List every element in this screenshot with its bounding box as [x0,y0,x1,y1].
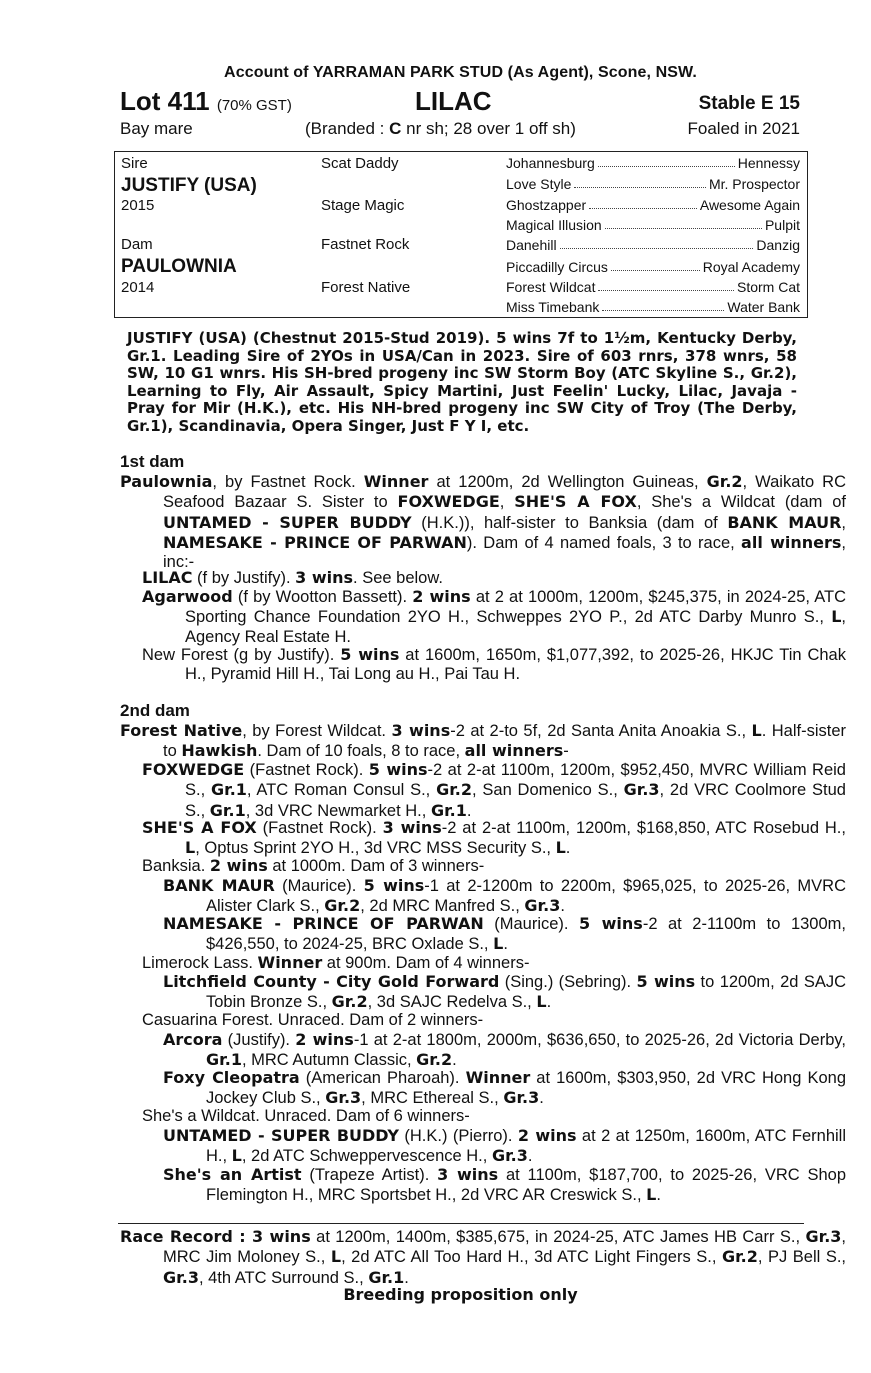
brand-suffix: nr sh; 28 over 1 off sh) [401,119,576,138]
bold-run: BANK MAUR [727,512,842,532]
bold-run: 2 wins [295,1030,354,1049]
grandsire-maternal: Fastnet Rock [321,236,410,253]
brand-info [305,119,576,139]
bold-run: 2 wins [209,856,268,875]
bold-run: Gr.3 [491,1146,528,1166]
bold-run: Gr.2 [416,1050,453,1070]
bold-run: Gr.3 [163,1267,199,1287]
bold-run: 3 wins [437,1165,499,1184]
bold-run: L [536,992,547,1012]
bold-run: L [555,838,566,858]
grand-progeny-entry: UNTAMED - SUPER BUDDY (H.K.) (Pierro). 2 wins at 2 at 1250m, 1600m, ATC Fernhill H., L, 2d ATC Schweppervescence H., Gr.3. [163,1126,846,1166]
ggp-sire: Royal Academy [702,259,800,275]
ggp-horse: Magical Illusion [506,217,602,233]
sire-year: 2015 [121,197,155,214]
bold-run: FOXWEDGE [397,492,500,512]
sire-summary: JUSTIFY (USA) (Chestnut 2015-Stud 2019). 5 wins 7f to 1½m, Kentucky Derby, Gr.1. Leading Sire of 2YOs in USA/Can in 2023. Sire of 603 rnrs, 378 wnrs, 58 SW, 10 G1 wnrs. His SH-bred progeny inc SW Storm Boy (ATC Skyline S., Gr.2), Learning to Fly, Air Assault, Spicy Martini, Just Feelin' Lucky, Lilac, Javaja - Pray for Mir (H.K.), etc. His NH-bred progeny inc SW City of Troy (The Derby, Gr.1), Scandinavia, Opera Singer, Just F Y I, etc. [127,329,797,435]
bold-run: Gr.1 [209,800,246,820]
bold-run: Litchfield County - City Gold Forward [163,972,500,991]
first-dam-intro: Paulownia, by Fastnet Rock. Winner at 1200m, 2d Wellington Guineas, Gr.2, Waikato RC Seafood Bazaar S. Sister to FOXWEDGE, SHE'S A FOX, She's a Wildcat (dam of UNTAMED - SUPER BUDDY (H.K.)), half-sister to Banksia (dam of BANK MAUR, NAMESAKE - PRINCE OF PARWAN). Dam of 4 named foals, 3 to race, all winners, inc:- [120,472,847,572]
granddam-paternal: Stage Magic [321,197,405,214]
bold-run: Gr.3 [325,1088,362,1108]
foal-entry: New Forest (g by Justify). 5 wins at 1600m, 1650m, $1,077,392, to 2025-26, HKJC Tin Chak H., Pyramid Hill H., Tai Long au H., Pai Tau H. [142,645,846,684]
brand-letter: C [389,119,402,138]
ggp-sire: Hennessy [737,155,800,171]
bold-run: BANK MAUR [163,876,275,895]
progeny-entry: SHE'S A FOX (Fastnet Rock). 3 wins-2 at 2-at 1100m, 1200m, $168,850, ATC Rosebud H., L, Optus Sprint 2YO H., 3d VRC MSS Security S., L. [142,818,846,858]
foal-entry: LILAC (f by Justify). 3 wins. See below. [142,568,443,587]
ggp-row [506,237,800,253]
granddam-maternal: Forest Native [321,279,411,296]
bold-run: Gr.1 [210,780,247,800]
bold-run: Gr.2 [706,472,743,491]
sire-name: JUSTIFY (USA) [121,175,257,196]
grand-progeny-entry: Arcora (Justify). 2 wins-1 at 2-at 1800m, 2000m, $636,650, to 2025-26, 2d Victoria Derby, Gr.1, MRC Autumn Classic, Gr.2. [163,1030,846,1070]
ggp-sire: Awesome Again [699,197,800,213]
gst-note: (70% GST) [216,97,292,114]
bold-run: L [646,1185,657,1205]
bold-run: 3 wins [295,568,354,587]
bold-run: L [493,934,504,954]
ggp-row [506,259,800,275]
bold-run: UNTAMED - SUPER BUDDY [163,1126,399,1145]
bold-run: all winners [464,741,564,761]
vendor-account: Account of YARRAMAN PARK STUD (As Agent), Scone, NSW. [224,64,697,81]
bold-run: She's an Artist [163,1165,302,1184]
race-record: Race Record : 3 wins at 1200m, 1400m, $385,675, in 2024-25, ATC James HB Carr S., Gr.3, MRC Jim Moloney S., L, 2d ATC All Too Hard H., 3d ATC Light Fingers S., Gr.2, PJ Bell S., Gr.3, 4th ATC Surround S., Gr.1. [120,1227,847,1287]
first-dam-heading: 1st dam [120,452,185,471]
second-dam-intro: Forest Native, by Forest Wildcat. 3 wins-2 at 2-to 5f, 2d Santa Anita Anoakia S., L. Half-sister to Hawkish. Dam of 10 foals, 8 to race, all winners- [120,721,846,761]
bold-run: NAMESAKE - PRINCE OF PARWAN [163,914,484,933]
bold-run: Agarwood [142,587,233,606]
ggp-row [506,217,800,233]
dam-year: 2014 [121,279,155,296]
breeding-note: Breeding proposition only [343,1285,578,1304]
grand-progeny-entry: Litchfield County - City Gold Forward (Sing.) (Sebring). 5 wins to 1200m, 2d SAJC Tobin Bronze S., Gr.2, 3d SAJC Redelva S., L. [163,972,847,1012]
ggp-sire: Danzig [756,237,800,253]
grand-progeny-entry: NAMESAKE - PRINCE OF PARWAN (Maurice). 5 wins-2 at 2-1100m to 1300m, $426,550, to 2024-25, BRC Oxlade S., L. [163,914,846,954]
ggp-row [506,197,800,213]
progeny-entry: FOXWEDGE (Fastnet Rock). 5 wins-2 at 2-at 1100m, 1200m, $952,450, MVRC William Reid S., Gr.1, ATC Roman Consul S., Gr.2, San Domenico S., Gr.3, 2d VRC Coolmore Stud S., Gr.1, 3d VRC Newmarket H., Gr.1. [142,760,846,820]
bold-run: L [751,721,762,740]
foaled-year: Foaled in 2021 [687,119,800,138]
grandsire-paternal: Scat Daddy [321,155,399,172]
foal-entry: Agarwood (f by Wootton Bassett). 2 wins at 2 at 1000m, 1200m, $245,375, in 2024-25, ATC Sporting Chance Foundation 2YO H., Schweppes 2YO P., 2d ATC Darby Munro S., L, Agency Real Estate H. [142,587,846,646]
bold-run: 5 wins [579,914,643,933]
bold-run: Winner [363,472,429,491]
bold-run: 5 wins [340,645,400,664]
bold-run: L [185,838,196,858]
bold-run: SHE'S A FOX [142,818,257,837]
ggp-horse: Love Style [506,176,572,192]
grand-progeny-entry: BANK MAUR (Maurice). 5 wins-1 at 2-1200m to 2200m, $965,025, to 2025-26, MVRC Alister Clark S., Gr.2, 2d MRC Manfred S., Gr.3. [163,876,846,916]
ggp-row [506,176,800,192]
bold-run: Gr.3 [503,1088,540,1108]
sire-label: Sire [121,155,148,172]
bold-run: Winner [257,953,323,972]
ggp-sire: Storm Cat [736,279,800,295]
bold-run: Gr.3 [623,780,660,800]
ggp-horse: Piccadilly Circus [506,259,608,275]
ggp-horse: Danehill [506,237,557,253]
grand-progeny-entry: She's an Artist (Trapeze Artist). 3 wins at 1100m, $187,700, to 2025-26, VRC Shop Flemington H., MRC Sportsbet H., 2d VRC AR Creswick S., L. [163,1165,847,1205]
ggp-sire: Water Bank [727,299,800,315]
bold-run: Gr.1 [430,800,467,820]
bold-run: Gr.1 [368,1267,405,1287]
bold-run: LILAC [142,568,193,587]
progeny-entry: She's a Wildcat. Unraced. Dam of 6 winners- [142,1107,470,1125]
progeny-entry: Limerock Lass. Winner at 900m. Dam of 4 winners- [142,953,530,972]
brand-prefix: (Branded : [305,119,390,138]
second-dam-heading: 2nd dam [120,701,190,720]
ggp-row [506,279,800,295]
bold-run: Gr.2 [721,1247,758,1267]
bold-run: L [231,1146,242,1166]
ggp-row [506,155,800,171]
bold-run: Arcora [163,1030,223,1049]
bold-run: Gr.3 [805,1227,842,1246]
horse-name: LILAC [415,86,492,116]
lot-number [120,86,292,117]
bold-run: 2 wins [412,587,471,606]
progeny-entry: Banksia. 2 wins at 1000m. Dam of 3 winners- [142,856,485,875]
progeny-entry: Casuarina Forest. Unraced. Dam of 2 winners- [142,1011,484,1029]
bold-run: 3 wins [391,721,451,740]
bold-run: Winner [465,1068,531,1087]
bold-run: Forest Native [120,721,243,740]
bold-run: 3 wins [382,818,442,837]
lot-label: Lot 411 [120,86,210,116]
sex-colour: Bay mare [120,119,193,138]
bold-run: Gr.1 [206,1050,242,1070]
ggp-horse: Johannesburg [506,155,595,171]
bold-run: Foxy Cleopatra [163,1068,300,1087]
ggp-sire: Pulpit [764,217,800,233]
ggp-sire: Mr. Prospector [708,176,800,192]
bold-run: 5 wins [368,760,428,779]
bold-run: 5 wins [636,972,696,991]
bold-run: all winners [741,532,842,552]
stable-location: Stable E 15 [698,93,800,114]
bold-run: Gr.2 [436,780,473,800]
bold-run: Hawkish [181,741,258,761]
ggp-horse: Forest Wildcat [506,279,596,295]
bold-run: NAMESAKE - PRINCE OF PARWAN [163,532,467,552]
section-divider [118,1223,804,1224]
ggp-row [506,299,800,315]
bold-run: L [330,1247,342,1267]
grand-progeny-entry: Foxy Cleopatra (American Pharoah). Winner at 1600m, $303,950, 2d VRC Hong Kong Jockey Club S., Gr.3, MRC Ethereal S., Gr.3. [163,1068,846,1108]
bold-run: Gr.3 [524,896,561,916]
bold-run: L [831,607,842,627]
ggp-horse: Miss Timebank [506,299,600,315]
bold-run: SHE'S A FOX [514,492,637,512]
pedigree-table [114,151,808,318]
bold-run: 2 wins [517,1126,577,1145]
bold-run: 5 wins [363,876,425,895]
bold-run: Gr.2 [324,896,361,916]
bold-run: Gr.2 [331,992,368,1012]
bold-run: FOXWEDGE [142,760,245,779]
bold-run: Paulownia [120,472,213,491]
dam-name: PAULOWNIA [121,256,237,277]
bold-run: Race Record : 3 wins [120,1227,311,1246]
bold-run: UNTAMED - SUPER BUDDY [163,512,412,532]
dam-label: Dam [121,236,153,253]
ggp-horse: Ghostzapper [506,197,587,213]
